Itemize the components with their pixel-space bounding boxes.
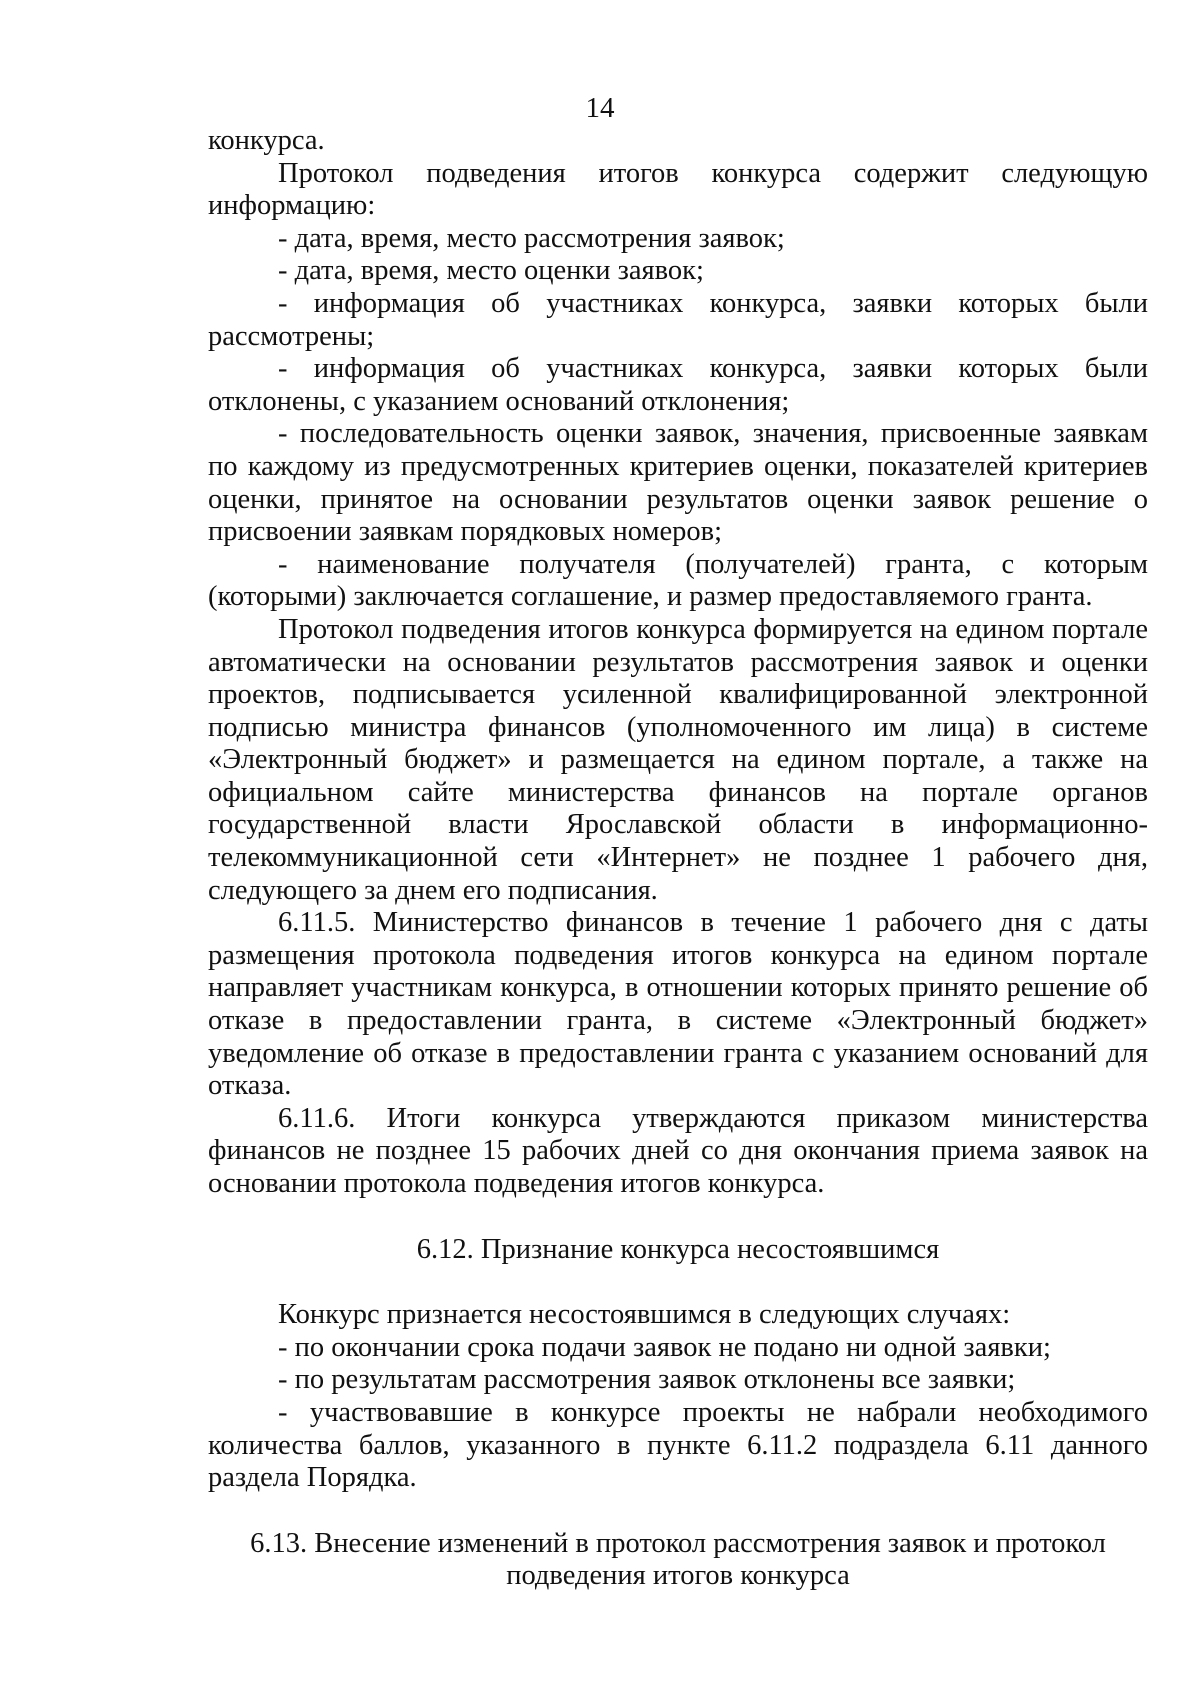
page-number: 14 [585,92,615,124]
paragraph-6-11-6: 6.11.6. Итоги конкурса утверждаются приказом министерства финансов не позднее 15 рабочих дней со дня окончания приема заявок на основании протокола подведения итогов конкурса. [208,1102,1148,1199]
list-item: - информация об участниках конкурса, заявки которых были рассмотрены; [208,287,1148,352]
document-body [208,125,1148,1593]
paragraph: Протокол подведения итогов конкурса содержит следующую информацию: [208,157,1148,222]
section-heading-6-13-line2: подведения итогов конкурса [506,1560,850,1592]
list-item: - информация об участниках конкурса, заявки которых были отклонены, с указанием оснований отклонения; [208,353,1148,417]
section-heading-6-13 [208,1528,1148,1593]
paragraph: Конкурс признается несостоявшимся в следующих случаях: [278,1299,1011,1331]
section-heading-6-13-line1: 6.13. Внесение изменений в протокол рассмотрения заявок и протокол [250,1527,1106,1559]
list-item: - последовательность оценки заявок, значения, присвоенные заявкам по каждому из предусмотренных критериев оценки, показателей критериев оценки, принятое на основании результатов оценки заявок решение о присвоении заявкам порядковых номеров; [208,418,1148,548]
paragraph: Протокол подведения итогов конкурса формируется на едином портале автоматически на основании результатов рассмотрения заявок и оценки проектов, подписывается усиленной квалифицированной электронной подписью министра финансов (уполномоченного им лица) в системе «Электронный бюджет» и размещается на едином портале, а также на официальном сайте министерства финансов на портале органов государственной власти Ярославской области в информационно-телекоммуникационной сети «Интернет» не позднее 1 рабочего дня, следующего за днем его подписания. [208,613,1148,906]
list-item: - участвовавшие в конкурсе проекты не набрали необходимого количества баллов, указанного в пункте 6.11.2 подраздела 6.11 данного раздела Порядка. [208,1396,1148,1494]
section-heading-6-12: 6.12. Признание конкурса несостоявшимся [416,1233,940,1265]
paragraph: конкурса. [208,125,325,156]
list-item: - наименование получателя (получателей) гранта, с которым (которыми) заключается соглашение, и размер предоставляемого гранта. [208,548,1148,613]
list-item: - дата, время, место оценки заявок; [278,255,704,287]
paragraph-6-11-5: 6.11.5. Министерство финансов в течение 1 рабочего дня с даты размещения протокола подведения итогов конкурса на едином портале направляет участникам конкурса, в отношении которых принято решение об отказе в предоставлении гранта, в системе «Электронный бюджет» уведомление об отказе в предоставлении гранта с указанием оснований для отказа. [208,907,1148,1102]
list-item: - дата, время, место рассмотрения заявок; [278,222,785,254]
list-item: - по результатам рассмотрения заявок отклонены все заявки; [278,1364,1016,1396]
list-item: - по окончании срока подачи заявок не подано ни одной заявки; [278,1331,1051,1363]
